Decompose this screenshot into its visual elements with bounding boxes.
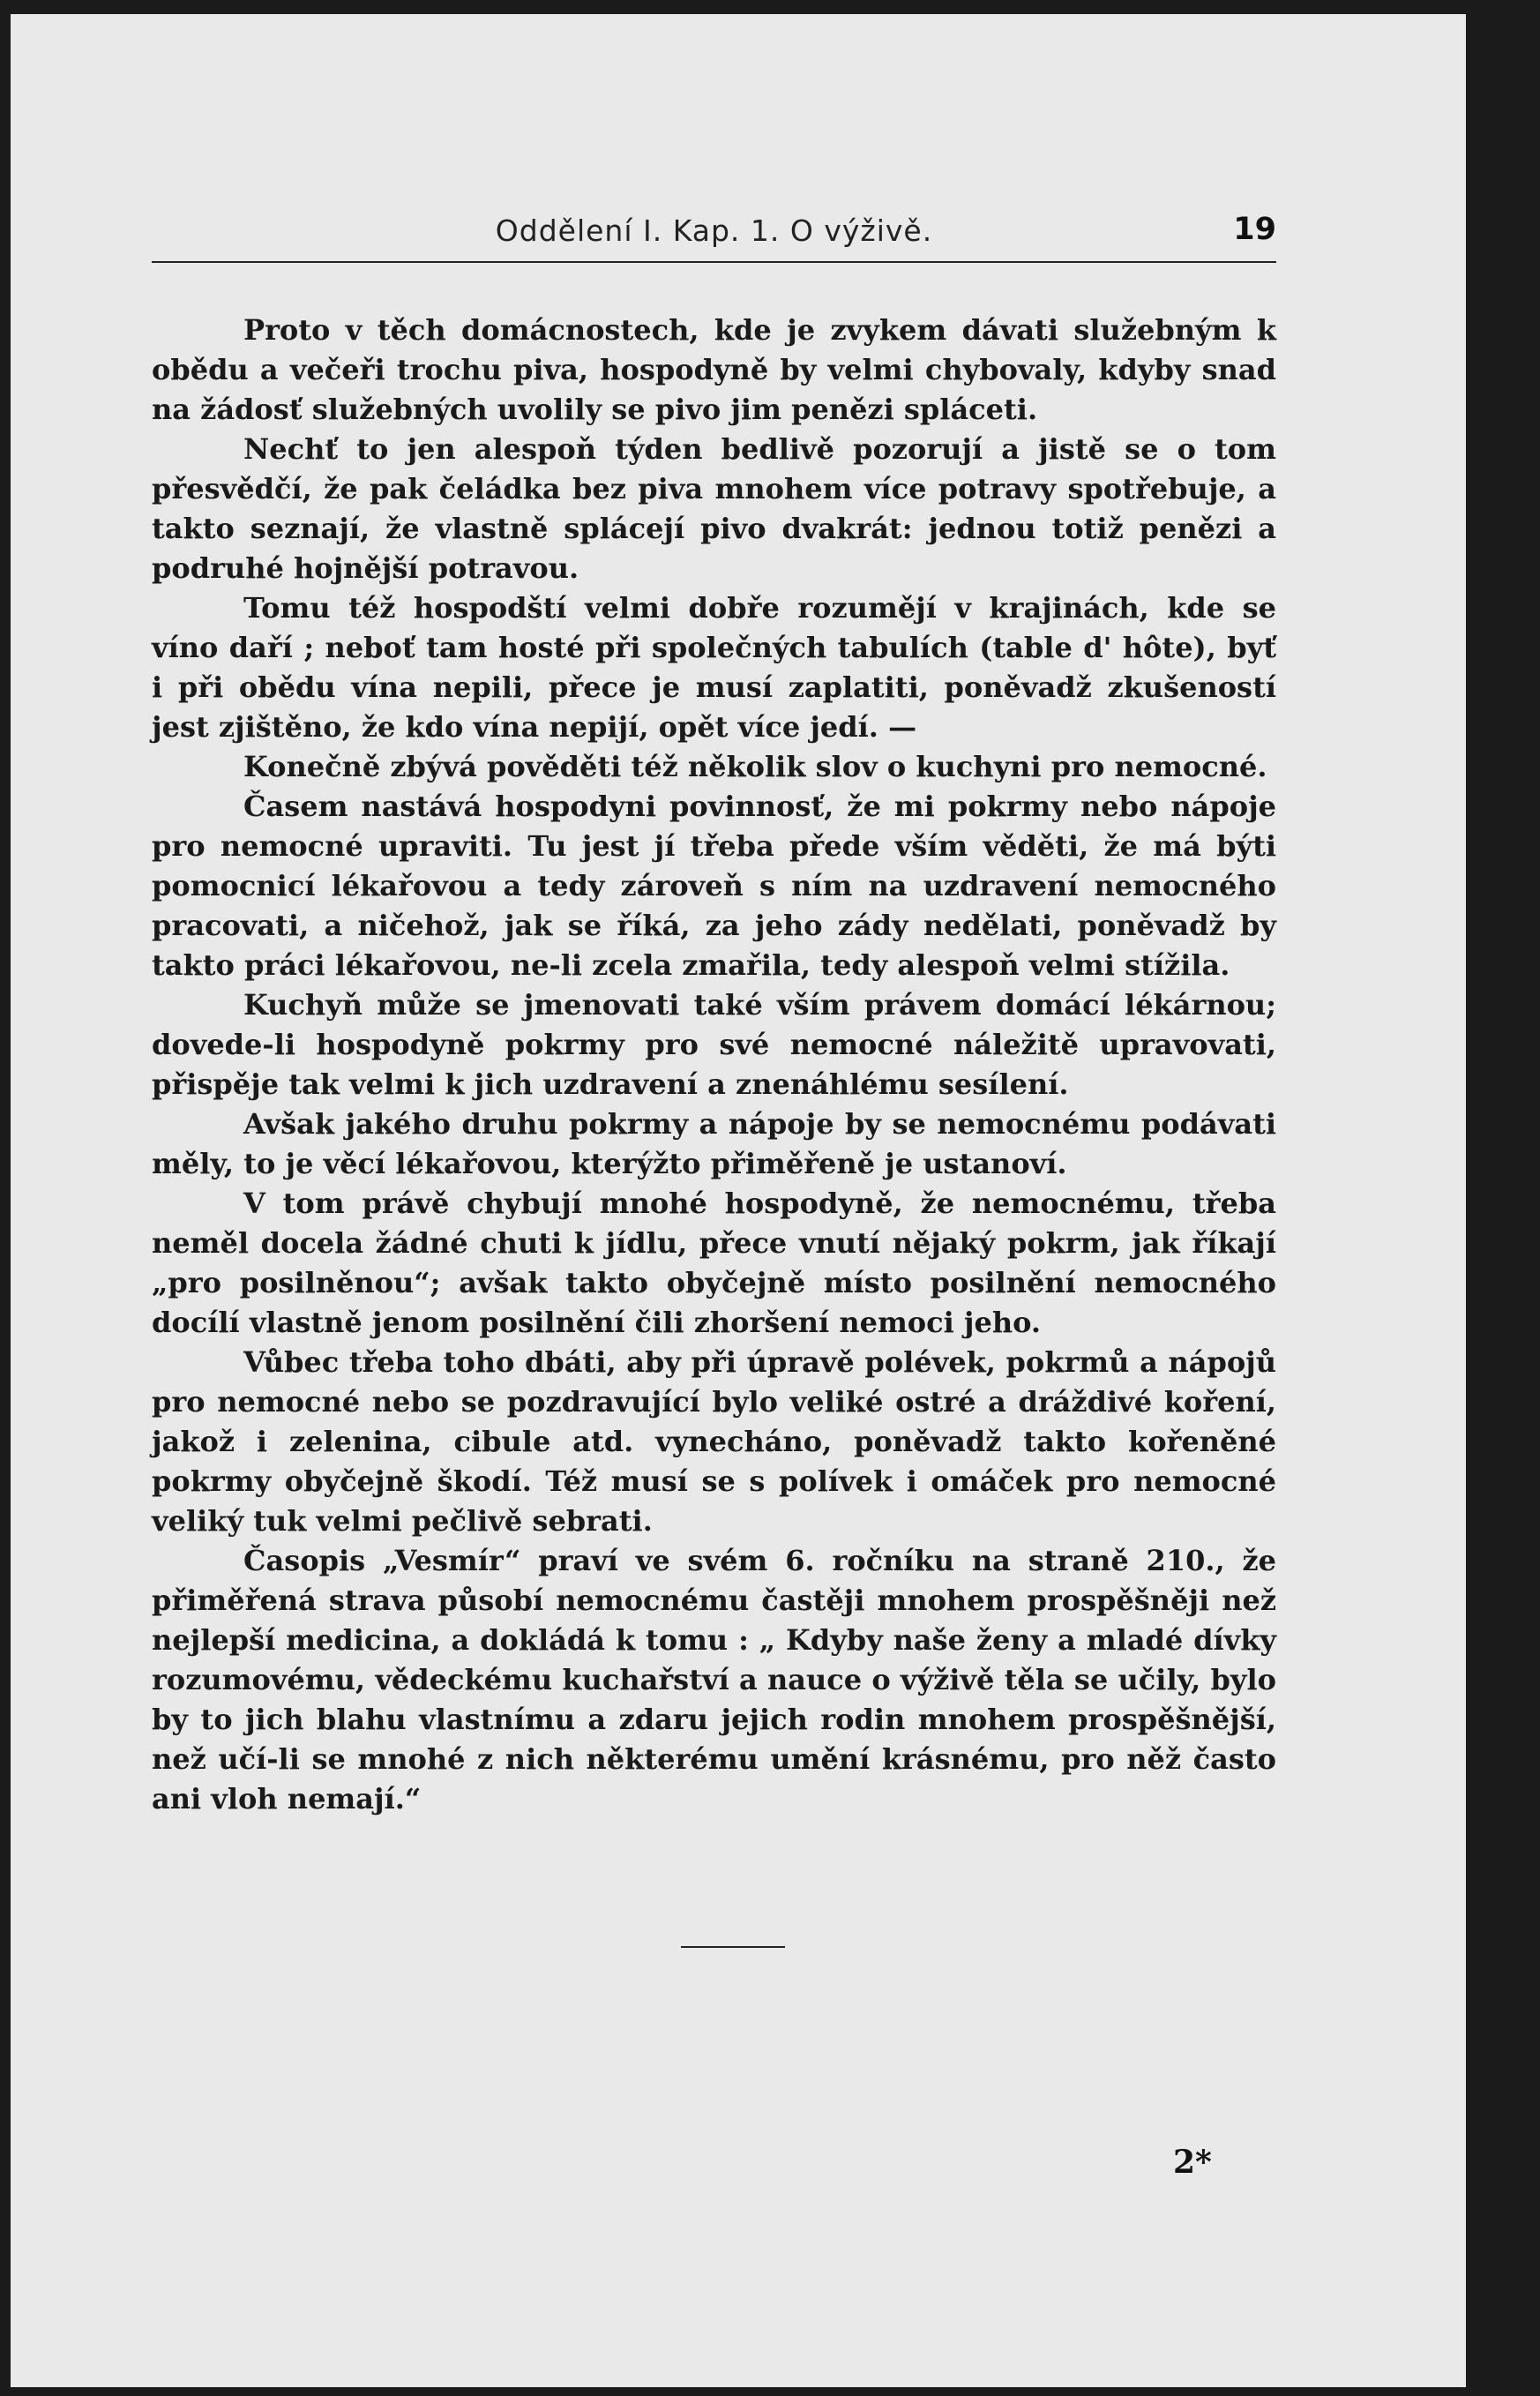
paragraph: V tom právě chybují mnohé hospodyně, že nemocnému, třeba neměl docela žádné chuti k jídlu, přece vnutí nějaký pokrm, jak říkají „pro posilněnou“; avšak takto obyčejně místo posilnění nemocného docílí vlastně jenom posilnění čili zhoršení nemoci jeho. — [152, 1187, 1276, 1339]
running-title: Oddělení I. Kap. 1. O výživě. — [495, 213, 933, 248]
paragraph: Časem nastává hospodyni povinnosť, že mi pokrmy nebo nápoje pro nemocné upraviti. Tu jest jí třeba přede vším věděti, že má býti pomocnicí lékařovou a tedy zároveň s ním na uzdravení nemocného pracovati, a ničehož, jak se říká, za jeho zády nedělati, poněvadž by takto práci lékařovou, ne-li zcela zmařila, tedy alespoň velmi stížila. — [152, 790, 1276, 982]
section-divider — [681, 1946, 785, 1948]
paragraph: Vůbec třeba toho dbáti, aby při úpravě polévek, pokrmů a nápojů pro nemocné nebo se pozdravující bylo veliké ostré a dráždivé koření, jakož i zelenina, cibule atd. vynecháno, poněvadž takto kořeněné pokrmy obyčejně škodí. Též musí se s polívek i omáček pro nemocné veliký tuk velmi pečlivě sebrati. — [152, 1345, 1276, 1538]
page-header — [152, 208, 1276, 263]
signature-mark: 2* — [1173, 2144, 1212, 2181]
paragraph: Proto v těch domácnostech, kde je zvykem dávati služebným k obědu a večeři trochu piva, hospodyně by velmi chybovaly, kdyby snad na žádosť služebných uvolily se pivo jim penězi spláceti. — [152, 313, 1276, 426]
paragraph: Avšak jakého druhu pokrmy a nápoje by se nemocnému podávati měly, to je věcí lékařovou, kterýžto přiměřeně je ustanoví. — [152, 1107, 1276, 1180]
paragraph: Časopis „Vesmír“ praví ve svém 6. ročníku na straně 210., že přiměřená strava působí nemocnému častěji mnohem prospěšněji než nejlepší medicina, a dokládá k tomu : „ Kdyby naše ženy a mladé dívky rozumovému, vědeckému kuchařství a nauce o výživě těla se učily, bylo by to jich blahu vlastnímu a zdaru jejich rodin mnohem prospěšnější, než učí-li se mnohé z nich některému umění krásnému, pro něž často ani vloh nemají.“ — [152, 1544, 1276, 1816]
paragraph: Tomu též hospodští velmi dobře rozumějí v krajinách, kde se víno daří ; neboť tam hosté při společných tabulích (table d' hôte), byť i při obědu vína nepili, přece je musí zaplatiti, poněvadž zkušeností jest zjištěno, že kdo vína nepijí, opět více jedí. — — [152, 591, 1276, 744]
paragraph: Kuchyň může se jmenovati také vším právem domácí lékárnou; dovede-li hospodyně pokrmy pro své nemocné náležitě upravovati, přispěje tak velmi k jich uzdravení a znenáhlému sesílení. — [152, 988, 1276, 1101]
paragraph: Nechť to jen alespoň týden bedlivě pozorují a jistě se o tom přesvědčí, že pak čeládka bez piva mnohem více potravy spotřebuje, a takto seznají, že vlastně splácejí pivo dvakrát: jednou totiž penězi a podruhé hojnější potravou. — [152, 432, 1276, 585]
body-text — [152, 311, 1276, 1819]
paragraph: Konečně zbývá pověděti též několik slov o kuchyni pro nemocné. — [243, 750, 1267, 783]
page-number: 19 — [1233, 212, 1276, 247]
